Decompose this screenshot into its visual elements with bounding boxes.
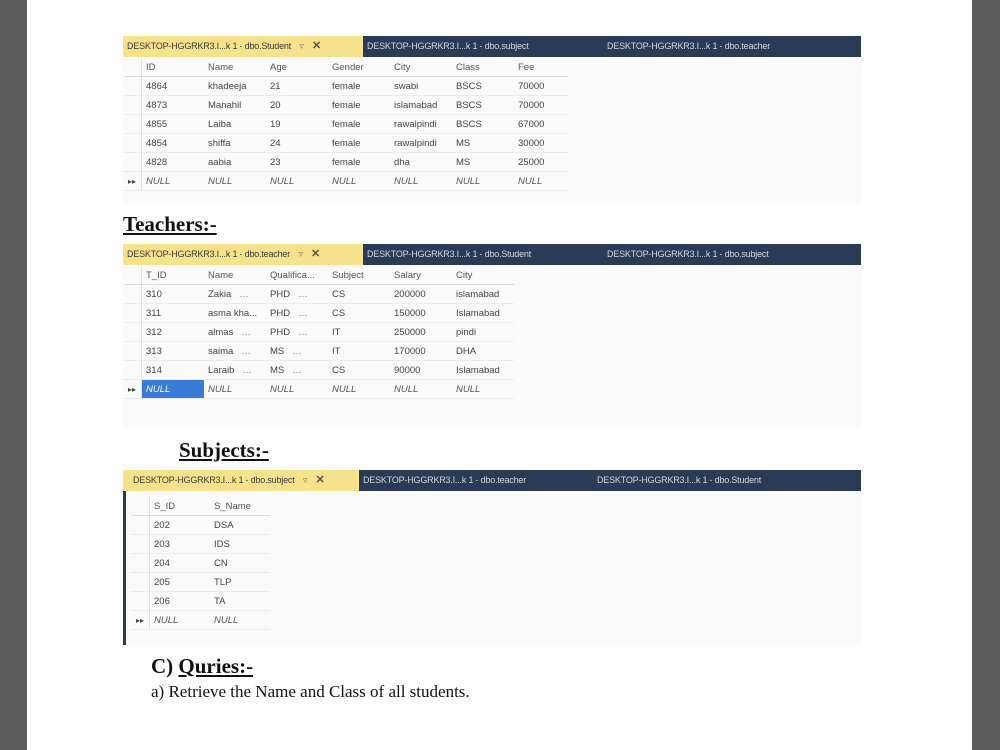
cell[interactable] (204, 361, 266, 380)
tab-subject[interactable] (363, 36, 603, 57)
student-grid (123, 58, 568, 191)
cell[interactable]: NULL (390, 172, 452, 191)
cell[interactable]: 206 (150, 592, 211, 611)
header-row (123, 58, 568, 77)
cell[interactable]: 4855 (142, 115, 205, 134)
cell[interactable] (204, 285, 266, 304)
cell[interactable]: female (328, 134, 390, 153)
cell[interactable]: 70000 (514, 77, 568, 96)
row-header-corner (131, 497, 150, 516)
pin-icon[interactable]: ▿ (298, 249, 303, 259)
subject-tab-bar (123, 470, 861, 491)
cell[interactable]: TLP (210, 573, 270, 592)
tab-label: DESKTOP-HGGRKR3.I...k 1 - dbo.Student (127, 41, 292, 51)
document-page (27, 0, 972, 750)
cell[interactable]: 90000 (390, 361, 452, 380)
row-header[interactable] (131, 554, 150, 573)
student-tab-bar (123, 36, 861, 57)
cell[interactable]: Manahil (204, 96, 266, 115)
cell[interactable]: 310 (142, 285, 205, 304)
new-row[interactable] (131, 611, 270, 630)
tab-label: DESKTOP-HGGRKR3.I...k 1 - dbo.teacher (607, 41, 770, 51)
query-a-text: a) Retrieve the Name and Class of all students. (151, 682, 470, 701)
table-row[interactable] (123, 285, 514, 304)
cell[interactable]: female (328, 115, 390, 134)
column-header[interactable]: Class (452, 58, 514, 77)
cell[interactable]: dha (390, 153, 452, 172)
cell[interactable]: 20 (266, 96, 328, 115)
cell[interactable]: DHA (452, 342, 514, 361)
row-header[interactable] (123, 153, 142, 172)
cell[interactable]: 150000 (390, 304, 452, 323)
subject-grid (131, 497, 270, 630)
teacher-tab-bar (123, 244, 861, 265)
cell[interactable]: Islamabad (452, 304, 514, 323)
new-row[interactable] (123, 172, 568, 191)
selected-cell[interactable]: NULL (142, 380, 205, 399)
cell[interactable]: 4864 (142, 77, 205, 96)
cell[interactable] (266, 323, 328, 342)
table-row[interactable] (123, 153, 568, 172)
cell[interactable]: pindi (452, 323, 514, 342)
ellipsis-icon: … (298, 326, 308, 338)
tab-label: DESKTOP-HGGRKR3.I...k 1 - dbo.Student (597, 475, 762, 485)
row-header[interactable] (123, 77, 142, 96)
queries-heading-text: Quries:- (178, 654, 254, 678)
cell[interactable]: 67000 (514, 115, 568, 134)
tab-label: DESKTOP-HGGRKR3.I...k 1 - dbo.teacher (127, 249, 290, 259)
tab-teacher[interactable] (123, 244, 363, 265)
cell[interactable]: islamabad (452, 285, 514, 304)
column-header[interactable]: Age (266, 58, 328, 77)
cell[interactable] (204, 323, 266, 342)
tab-teacher[interactable] (359, 470, 593, 491)
tab-subject[interactable] (123, 470, 359, 491)
column-header[interactable]: Gender (328, 58, 390, 77)
column-header[interactable]: S_Name (210, 497, 270, 516)
cell-text: MS (270, 364, 285, 376)
cell[interactable]: 250000 (390, 323, 452, 342)
cell[interactable] (266, 342, 328, 361)
row-header[interactable] (131, 592, 150, 611)
cell[interactable]: khadeeja (204, 77, 266, 96)
ellipsis-icon: … (239, 288, 249, 300)
ellipsis-icon: … (292, 345, 302, 357)
cell[interactable]: NULL (142, 172, 205, 191)
cell-text: almas (208, 326, 234, 338)
cell[interactable]: 200000 (390, 285, 452, 304)
column-header[interactable]: Subject (328, 266, 390, 285)
row-header[interactable] (123, 361, 142, 380)
subjects-heading (179, 438, 269, 463)
header-row (123, 266, 514, 285)
cell[interactable]: 203 (150, 535, 211, 554)
cell[interactable]: female (328, 77, 390, 96)
column-header[interactable]: Salary (390, 266, 452, 285)
cell[interactable]: 70000 (514, 96, 568, 115)
close-icon[interactable]: ✕ (310, 248, 320, 260)
cell[interactable]: 25000 (514, 153, 568, 172)
table-row[interactable] (123, 77, 568, 96)
cell[interactable]: 21 (266, 77, 328, 96)
cell[interactable]: MS (452, 134, 514, 153)
header-row (131, 497, 270, 516)
cell[interactable]: NULL (204, 172, 266, 191)
new-row-marker-icon: ▸▸ (131, 611, 150, 630)
tab-label: DESKTOP-HGGRKR3.I...k 1 - dbo.subject (607, 249, 769, 259)
cell[interactable]: 170000 (390, 342, 452, 361)
new-row-marker-icon: ▸▸ (123, 172, 142, 191)
cell[interactable]: NULL (452, 172, 514, 191)
cell[interactable]: CN (210, 554, 270, 573)
tab-label: DESKTOP-HGGRKR3.I...k 1 - dbo.subject (133, 475, 295, 485)
column-header[interactable]: S_ID (150, 497, 211, 516)
ellipsis-icon: … (298, 307, 308, 319)
cell[interactable]: Laiba (204, 115, 266, 134)
cell[interactable]: NULL (328, 172, 390, 191)
table-row[interactable] (123, 323, 514, 342)
cell[interactable]: 205 (150, 573, 211, 592)
tab-label: DESKTOP-HGGRKR3.I...k 1 - dbo.teacher (363, 475, 526, 485)
cell[interactable]: 4873 (142, 96, 205, 115)
cell[interactable]: IT (328, 323, 390, 342)
cell[interactable]: NULL (514, 172, 568, 191)
cell[interactable]: rawalpindi (390, 134, 452, 153)
tab-teacher[interactable] (603, 36, 843, 57)
cell[interactable]: DSA (210, 516, 270, 535)
cell[interactable]: rawalpindi (390, 115, 452, 134)
cell[interactable]: CS (328, 361, 390, 380)
pin-icon[interactable]: ▿ (299, 41, 304, 51)
column-header[interactable]: City (452, 266, 514, 285)
cell[interactable]: 23 (266, 153, 328, 172)
cell[interactable] (204, 342, 266, 361)
subject-table-screenshot (123, 470, 861, 645)
new-row[interactable] (123, 380, 514, 399)
cell[interactable]: NULL (452, 380, 514, 399)
cell[interactable]: CS (328, 285, 390, 304)
column-header[interactable]: Qualifica... (266, 266, 328, 285)
row-header[interactable] (123, 115, 142, 134)
cell[interactable]: shiffa (204, 134, 266, 153)
column-header[interactable]: Name (204, 58, 266, 77)
teacher-table-screenshot (123, 244, 861, 428)
cell-text: PHD (270, 326, 291, 338)
close-icon[interactable]: ✕ (315, 474, 325, 486)
row-header[interactable] (123, 342, 142, 361)
cell[interactable]: asma kha... (204, 304, 266, 323)
queries-heading (151, 654, 253, 679)
column-header[interactable]: Name (204, 266, 266, 285)
cell[interactable]: female (328, 96, 390, 115)
table-row[interactable] (123, 115, 568, 134)
cell[interactable]: CS (328, 304, 390, 323)
teachers-heading (123, 212, 217, 237)
cell[interactable]: NULL (210, 611, 270, 630)
cell[interactable]: islamabad (390, 96, 452, 115)
cell-text: Laraib (208, 364, 235, 376)
cell[interactable]: IT (328, 342, 390, 361)
teachers-heading-text: Teachers:- (123, 212, 217, 236)
tab-student[interactable] (363, 244, 603, 265)
column-header[interactable]: Fee (514, 58, 568, 77)
cell[interactable]: 314 (142, 361, 205, 380)
cell[interactable]: BSCS (452, 96, 514, 115)
column-header[interactable]: T_ID (142, 266, 205, 285)
cell[interactable]: swabi (390, 77, 452, 96)
row-header[interactable] (123, 134, 142, 153)
cell[interactable]: 311 (142, 304, 205, 323)
ellipsis-icon: … (241, 326, 251, 338)
cell[interactable]: NULL (390, 380, 452, 399)
cell[interactable]: 30000 (514, 134, 568, 153)
row-header-corner (123, 58, 142, 77)
table-row[interactable] (131, 573, 270, 592)
table-row[interactable] (131, 592, 270, 611)
cell-text: Zakia (208, 288, 232, 300)
cell[interactable]: 4828 (142, 153, 205, 172)
cell[interactable]: NULL (150, 611, 211, 630)
tab-student[interactable] (123, 36, 363, 57)
table-row[interactable] (123, 96, 568, 115)
cell-text: saima (208, 345, 234, 357)
pin-icon[interactable]: ▿ (302, 475, 308, 485)
cell-text: MS (270, 345, 285, 357)
editor-left-border (123, 491, 126, 645)
tab-label: DESKTOP-HGGRKR3.I...k 1 - dbo.Student (367, 249, 532, 259)
row-header[interactable] (131, 535, 150, 554)
new-row-marker-icon: ▸▸ (123, 380, 142, 399)
cell[interactable]: 202 (150, 516, 211, 535)
cell[interactable]: 4854 (142, 134, 205, 153)
cell[interactable]: Islamabad (452, 361, 514, 380)
tab-subject[interactable] (603, 244, 843, 265)
cell[interactable] (266, 304, 328, 323)
cell[interactable]: NULL (266, 380, 328, 399)
row-header[interactable] (123, 323, 142, 342)
cell-text: PHD (270, 288, 291, 300)
row-header[interactable] (123, 285, 142, 304)
row-header[interactable] (131, 516, 150, 535)
cell[interactable]: IDS (210, 535, 270, 554)
student-table-screenshot (123, 36, 861, 204)
table-row[interactable] (131, 535, 270, 554)
table-row[interactable] (123, 342, 514, 361)
cell[interactable]: 24 (266, 134, 328, 153)
cell[interactable]: 312 (142, 323, 205, 342)
cell[interactable]: MS (452, 153, 514, 172)
cell[interactable]: BSCS (452, 115, 514, 134)
ellipsis-icon: … (241, 345, 251, 357)
row-header[interactable] (131, 573, 150, 592)
cell[interactable]: BSCS (452, 77, 514, 96)
cell-text: PHD (270, 307, 291, 319)
ellipsis-icon: … (292, 364, 302, 376)
queries-prefix: C) (151, 654, 179, 678)
table-row[interactable] (123, 134, 568, 153)
column-header[interactable]: City (390, 58, 452, 77)
row-header[interactable] (123, 304, 142, 323)
cell[interactable]: 204 (150, 554, 211, 573)
cell[interactable]: NULL (328, 380, 390, 399)
ellipsis-icon: … (242, 364, 252, 376)
cell[interactable] (266, 361, 328, 380)
cell[interactable]: 19 (266, 115, 328, 134)
teacher-grid (123, 266, 514, 399)
tab-student[interactable] (593, 470, 833, 491)
table-row[interactable] (123, 304, 514, 323)
cell[interactable]: 313 (142, 342, 205, 361)
cell[interactable]: TA (210, 592, 270, 611)
cell[interactable] (266, 285, 328, 304)
cell[interactable]: NULL (266, 172, 328, 191)
cell[interactable]: female (328, 153, 390, 172)
cell[interactable]: NULL (204, 380, 266, 399)
row-header-corner (123, 266, 142, 285)
subjects-heading-text: Subjects:- (179, 438, 269, 462)
ellipsis-icon: … (298, 288, 308, 300)
column-header[interactable]: ID (142, 58, 205, 77)
table-row[interactable] (131, 516, 270, 535)
row-header[interactable] (123, 96, 142, 115)
close-icon[interactable]: ✕ (311, 40, 321, 52)
table-row[interactable] (131, 554, 270, 573)
cell[interactable]: aabia (204, 153, 266, 172)
table-row[interactable] (123, 361, 514, 380)
tab-label: DESKTOP-HGGRKR3.I...k 1 - dbo.subject (367, 41, 529, 51)
